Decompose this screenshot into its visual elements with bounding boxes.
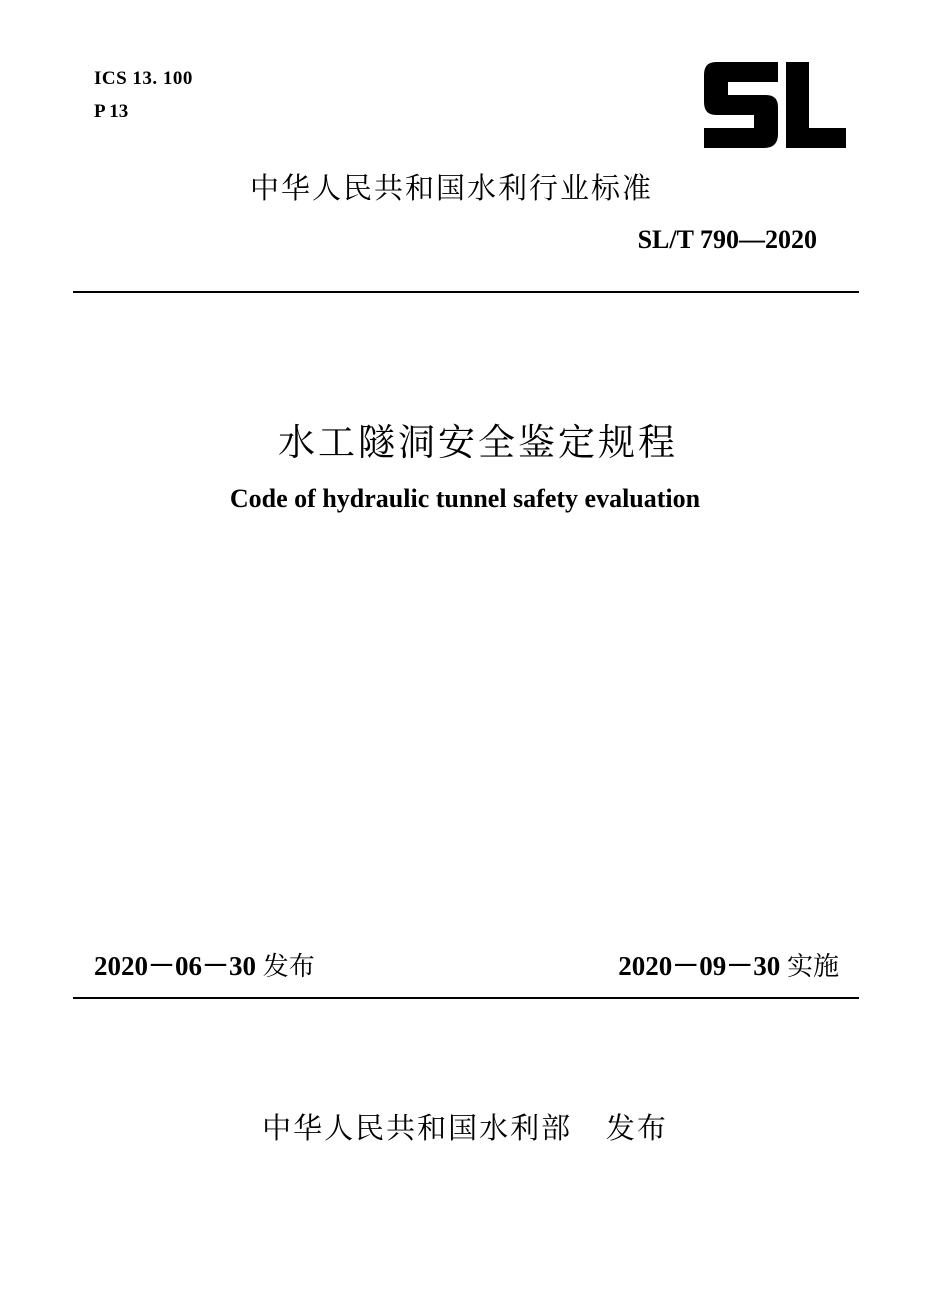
standard-number: SL/T 790—2020 [637,225,817,254]
implementation-label: 实施 [786,952,839,982]
publish-label: 发布 [605,1111,668,1145]
sl-logo-letter-s [704,62,778,148]
bottom-divider [73,997,859,999]
implementation-date: 2020－09－30 [618,951,781,981]
publisher-line [0,1106,930,1147]
issue-label: 发布 [262,952,315,982]
top-divider [73,291,859,293]
document-title-chinese: 水工隧洞安全鉴定规程 [278,421,678,464]
industry-standard-heading: 中华人民共和国水利行业标准 [250,171,654,205]
implementation-date-line [618,944,839,983]
sl-logo [702,62,848,148]
document-title-english: Code of hydraulic tunnel safety evaluation [229,484,701,513]
ics-code: ICS 13. 100 [94,68,193,89]
classification-code: P 13 [94,101,129,122]
sl-logo-letter-l [786,62,846,148]
issue-date: 2020－06－30 [94,951,256,981]
publisher-name: 中华人民共和国水利部 [262,1111,573,1145]
issue-date-line [94,944,315,983]
